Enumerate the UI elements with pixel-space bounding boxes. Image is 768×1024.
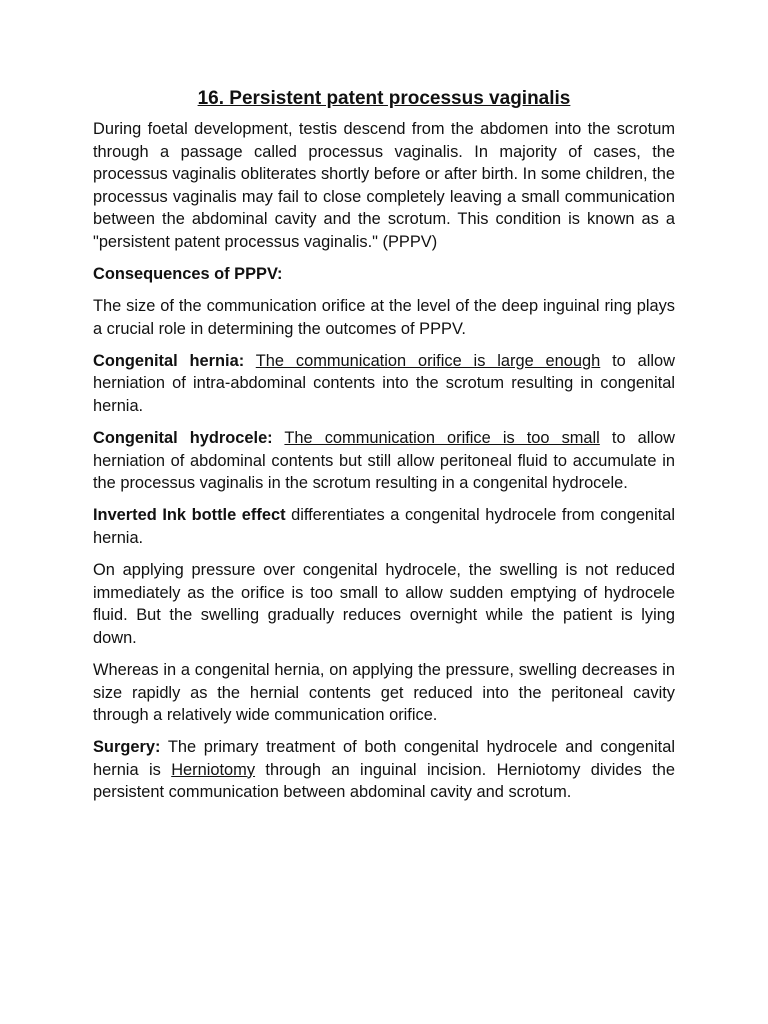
intro-paragraph: During foetal development, testis descend from the abdomen into the scrotum through a passage called processus vaginalis. In majority of cases, the processus vaginalis obliterates shortly before or after birth. In some children, the processus vaginalis may fail to close completely leaving a small communication between the abdominal cavity and the scrotum. This condition is known as a "persistent patent processus vaginalis." (PPPV) [93, 120, 675, 251]
consequences-heading: Consequences of PPPV: [93, 265, 283, 284]
ink-bottle-text: differentiates a congenital hydrocele from congenital hernia. [93, 506, 675, 547]
herniotomy-underlined: Herniotomy [171, 760, 256, 779]
congenital-hydrocele-label: Congenital hydrocele: [93, 429, 273, 448]
page-title: 16. Persistent patent processus vaginalis [197, 88, 571, 109]
congenital-hernia-paragraph [93, 350, 675, 418]
pressure-hernia-paragraph: Whereas in a congenital hernia, on applying the pressure, swelling decreases in size rapidly as the hernial contents get reduced into the peritoneal cavity through a relatively wide communication orifice. [93, 660, 675, 725]
congenital-hernia-label: Congenital hernia: [93, 351, 245, 370]
surgery-paragraph [93, 736, 675, 804]
document-page [93, 86, 675, 814]
congenital-hernia-underlined: The communication orifice is large enough [255, 351, 601, 370]
congenital-hydrocele-text: to allow herniation of abdominal contents but still allow peritoneal fluid to accumulate in the processus vaginalis in the scrotum resulting in a congenital hydrocele. [93, 429, 675, 493]
ink-bottle-paragraph [93, 504, 675, 549]
surgery-label: Surgery: [93, 738, 161, 757]
pressure-hydrocele-paragraph: On applying pressure over congenital hydrocele, the swelling is not reduced immediately as the orifice is too small to allow sudden emptying of hydrocele fluid. But the swelling gradually reduces overnight while the patient is lying down. [93, 561, 675, 647]
congenital-hydrocele-underlined: The communication orifice is too small [284, 429, 600, 448]
orifice-size-paragraph: The size of the communication orifice at the level of the deep inguinal ring plays a crucial role in determining the outcomes of PPPV. [93, 297, 675, 338]
congenital-hydrocele-paragraph [93, 427, 675, 495]
ink-bottle-label: Inverted Ink bottle effect [93, 506, 286, 525]
surgery-text-after: through an inguinal incision. Herniotomy divides the persistent communication between abdominal cavity and scrotum. [93, 760, 675, 802]
congenital-hernia-text: to allow herniation of intra-abdominal contents into the scrotum resulting in congenital hernia. [93, 351, 675, 416]
surgery-text-before: The primary treatment of both congenital hydrocele and congenital hernia is [93, 738, 675, 779]
